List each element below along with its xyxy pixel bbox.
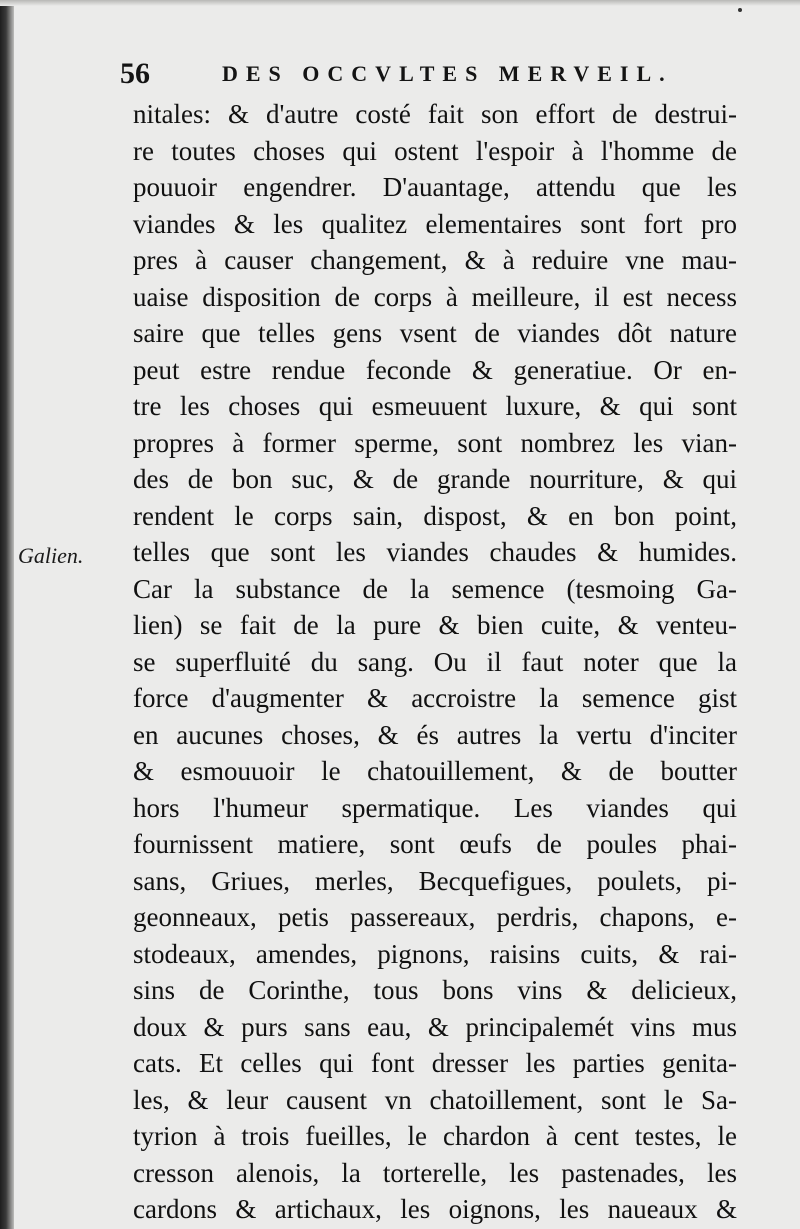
text-line: sins de Corinthe, tous bons vins & delicieux,	[133, 975, 737, 1005]
text-line: rendent le corps sain, dispost, & en bon point,	[133, 500, 737, 531]
text-line: tyrion à trois fueilles, le chardon à cent testes, le	[133, 1121, 737, 1151]
text-line: geonneaux, petis passereaux, perdris, chapons, e-	[133, 902, 737, 932]
text-line: doux & purs sans eau, & principalemét vins mus	[133, 1011, 737, 1042]
text-line: cats. Et celles qui font dresser les parties genita-	[133, 1048, 737, 1078]
text-line: les, & leur causent vn chatoillement, sont le Sa-	[133, 1084, 737, 1115]
text-line: telles que sont les viandes chaudes & humides.	[133, 537, 737, 567]
binding-shadow	[0, 0, 14, 1229]
running-title: DES OCCVLTES MERVEIL.	[222, 61, 673, 86]
body-text	[133, 96, 737, 1228]
text-line: hors l'humeur spermatique. Les viandes qui	[133, 792, 737, 823]
text-line: fournissent matiere, sont œufs de poules phai-	[133, 829, 737, 859]
text-line: cresson alenois, la torterelle, les pastenades, les	[133, 1157, 737, 1188]
text-line: des de bon suc, & de grande nourriture, & qui	[133, 464, 737, 494]
text-line: stodeaux, amendes, pignons, raisins cuits, & rai-	[133, 938, 737, 969]
text-line: re toutes choses qui ostent l'espoir à l'homme de	[133, 135, 737, 166]
text-line: propres à former sperme, sont nombrez les vian-	[133, 427, 737, 458]
ink-speck	[738, 8, 742, 12]
text-line: nitales: & d'autre costé fait son effort de destrui-	[133, 99, 737, 129]
text-line: uaise disposition de corps à meilleure, il est necess	[133, 281, 737, 312]
text-line: cardons & artichaux, les oignons, les naueaux &	[133, 1194, 737, 1224]
text-line: pouuoir engendrer. D'auantage, attendu que les	[133, 172, 737, 202]
text-line: sans, Griues, merles, Becquefigues, poulets, pi-	[133, 865, 737, 896]
text-line: peut estre rendue feconde & generatiue. Or en-	[133, 354, 737, 385]
text-line: force d'augmenter & accroistre la semence gist	[133, 683, 737, 713]
text-line: viandes & les qualitez elementaires sont fort pro	[133, 208, 737, 239]
text-line: se superfluité du sang. Ou il faut noter que la	[133, 646, 737, 677]
running-header	[118, 54, 738, 94]
text-line: pres à causer changement, & à reduire vne mau-	[133, 245, 737, 275]
text-line: en aucunes choses, & és autres la vertu d'inciter	[133, 719, 737, 750]
page-number: 56	[120, 57, 150, 90]
text-line: tre les choses qui esmeuuent luxure, & qui sont	[133, 391, 737, 421]
text-line: Car la substance de la semence (tesmoing Ga-	[133, 573, 737, 604]
page-top-edge	[0, 0, 800, 6]
text-line: & esmouuoir le chatouillement, & de boutter	[133, 756, 737, 786]
text-line: lien) se fait de la pure & bien cuite, & venteu-	[133, 610, 737, 640]
margin-note: Galien.	[18, 543, 84, 568]
text-line: saire que telles gens vsent de viandes dôt nature	[133, 318, 737, 348]
